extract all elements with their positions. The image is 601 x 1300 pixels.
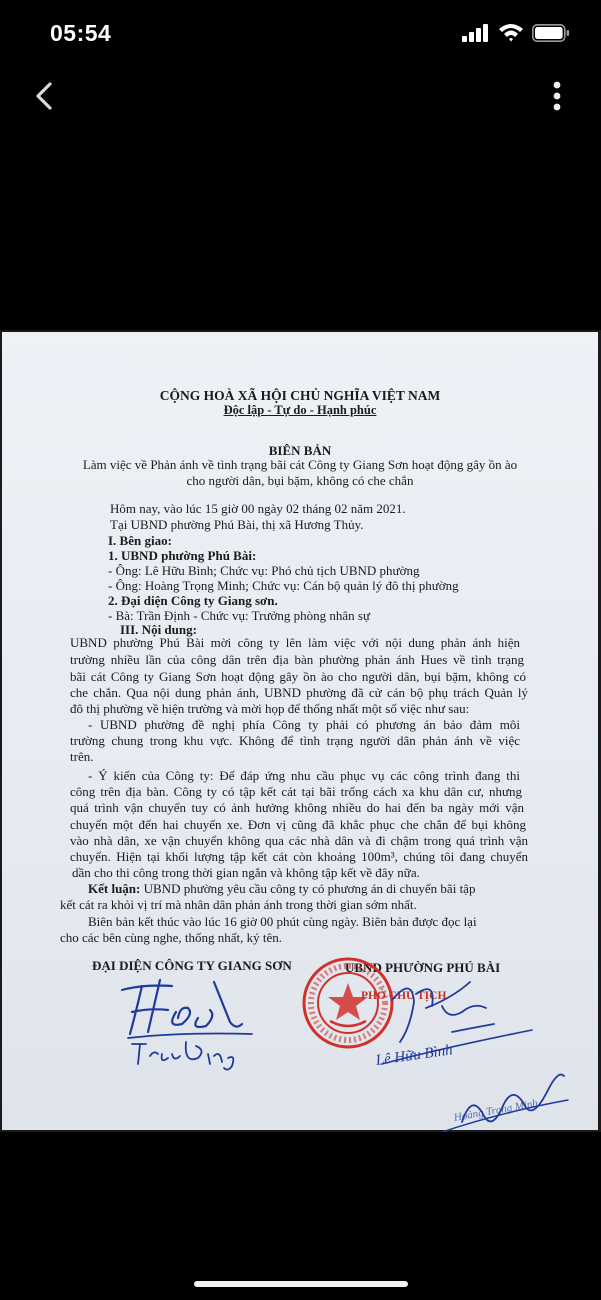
p3-line: vào nhà dân, xe vận chuyển không qua các nhà dân và đi chậm trong quá trình vận bbox=[70, 833, 528, 848]
p1-line: đô thị phường về hiện trường và mời họp để thống nhất một số việc như sau: bbox=[70, 701, 470, 716]
stamp-role-text: PHÓ CHỦ TỊCH bbox=[361, 990, 447, 1002]
subject-line-1: Làm việc về Phản ánh về tình trạng bãi cát Công ty Giang Sơn hoạt động gây ồn ào bbox=[82, 457, 518, 472]
conclusion-line-2: kết cát ra khỏi vị trí mà nhân dân phản ánh trong thời gian sớm nhất. bbox=[60, 897, 417, 912]
sign-left-title: ĐẠI DIỆN CÔNG TY GIANG SƠN bbox=[92, 958, 292, 973]
more-options-icon[interactable] bbox=[544, 80, 570, 114]
home-indicator[interactable] bbox=[194, 1281, 408, 1287]
conclusion-text: UBND phường yêu cầu công ty có phương án di chuyển bãi tập bbox=[140, 881, 476, 896]
section-3-heading: III. Nội dung: bbox=[120, 622, 197, 637]
company-signature bbox=[102, 972, 272, 1072]
battery-icon bbox=[532, 24, 570, 42]
conclusion-label: Kết luận: bbox=[88, 881, 141, 896]
section-1-heading: I. Bên giao: bbox=[108, 533, 172, 548]
closing-line-1: Biên bản kết thúc vào lúc 16 giờ 00 phút cùng ngày. Biên bản được đọc lại bbox=[88, 914, 477, 929]
closing-line-2: cho các bên cùng nghe, thống nhất, ký tên. bbox=[60, 930, 283, 945]
p3-line: quá trình vận chuyển tuy có ảnh hưởng không nhiều do hai đến ba ngày mới vận bbox=[70, 800, 524, 815]
section-1-2-heading: 2. Đại diện Công ty Giang sơn. bbox=[108, 593, 278, 608]
back-chevron-icon[interactable] bbox=[30, 80, 62, 112]
p3-line: công trên địa bàn. Công ty có tập kết cát tại bãi trống cách xa khu dân cư, nhưng bbox=[70, 784, 522, 799]
p1-line: che chắn. Qua nội dung phản ánh, UBND phường đã cử cán bộ phụ trách Quản lý bbox=[70, 685, 528, 700]
p1-line: trường nhiều lần của công dân trên địa bàn phường phản ánh Hues về tình trạng bbox=[70, 652, 524, 667]
status-bar bbox=[0, 0, 601, 66]
officer-name: Hoàng Trọng Minh bbox=[452, 1097, 539, 1124]
p1-line: bãi cát Công ty Giang Sơn hoạt động gây ồn ào cho người dân, bụi bặm, không có bbox=[70, 669, 526, 684]
p3-line: chuyển một đến hai chuyến xe. Đơn vị cũng đã khắc phục che chắn để bụi không bbox=[70, 817, 526, 832]
member-1: - Ông: Lê Hữu Bình; Chức vụ: Phó chủ tịch UBND phường bbox=[108, 563, 420, 578]
p2-line: trường chung trong khu vực. Không để tình trạng người dân phản ánh về việc bbox=[70, 733, 520, 748]
p1-line: UBND phường Phú Bài mời công ty lên làm việc với nội dung phản ánh hiện bbox=[70, 635, 520, 650]
intro-line-1: Hôm nay, vào lúc 15 giờ 00 ngày 02 tháng 02 năm 2021. bbox=[110, 501, 406, 516]
member-2: - Ông: Hoàng Trọng Minh; Chức vụ: Cán bộ quản lý đô thị phường bbox=[108, 578, 459, 593]
paper-sheet bbox=[2, 332, 598, 1130]
p3-line: dần cho thi công trong thời gian ngắn và không tập kết về đây nữa. bbox=[72, 865, 420, 880]
status-time: 05:54 bbox=[50, 20, 112, 46]
p2-line: trên. bbox=[70, 749, 94, 764]
document-photo bbox=[0, 330, 601, 1132]
intro-line-2: Tại UBND phường Phú Bài, thị xã Hương Thủy. bbox=[110, 517, 364, 532]
p3-line: chuyển. Hiện tại khối lượng tập kết cát còn khoảng 100m³, chúng tôi đang chuyển bbox=[70, 849, 528, 864]
vice-chair-name: Lê Hữu Bình bbox=[374, 1042, 454, 1069]
member-3: - Bà: Trần Định - Chức vụ: Trưởng phòng nhân sự bbox=[108, 608, 371, 623]
national-title: CỘNG HOÀ XÃ HỘI CHỦ NGHĨA VIỆT NAM bbox=[159, 388, 441, 403]
conclusion-line-1 bbox=[88, 881, 475, 897]
p2-line: - UBND phường đề nghị phía Công ty phải có phương án bảo đảm môi bbox=[88, 717, 520, 732]
p3-line: - Ý kiến của Công ty: Để đáp ứng nhu cầu phục vụ các công trình đang thi bbox=[88, 768, 520, 783]
sign-right-title: UBND PHƯỜNG PHÚ BÀI bbox=[345, 960, 501, 975]
doc-title: BIÊN BẢN bbox=[268, 443, 332, 458]
cellular-signal-icon bbox=[462, 24, 490, 42]
wifi-icon bbox=[498, 22, 524, 42]
section-1-1-heading: 1. UBND phường Phú Bài: bbox=[108, 548, 257, 563]
subject-line-2: cho người dân, bụi bặm, không có che chắn bbox=[186, 473, 414, 488]
motto: Độc lập - Tự do - Hạnh phúc bbox=[223, 403, 377, 417]
